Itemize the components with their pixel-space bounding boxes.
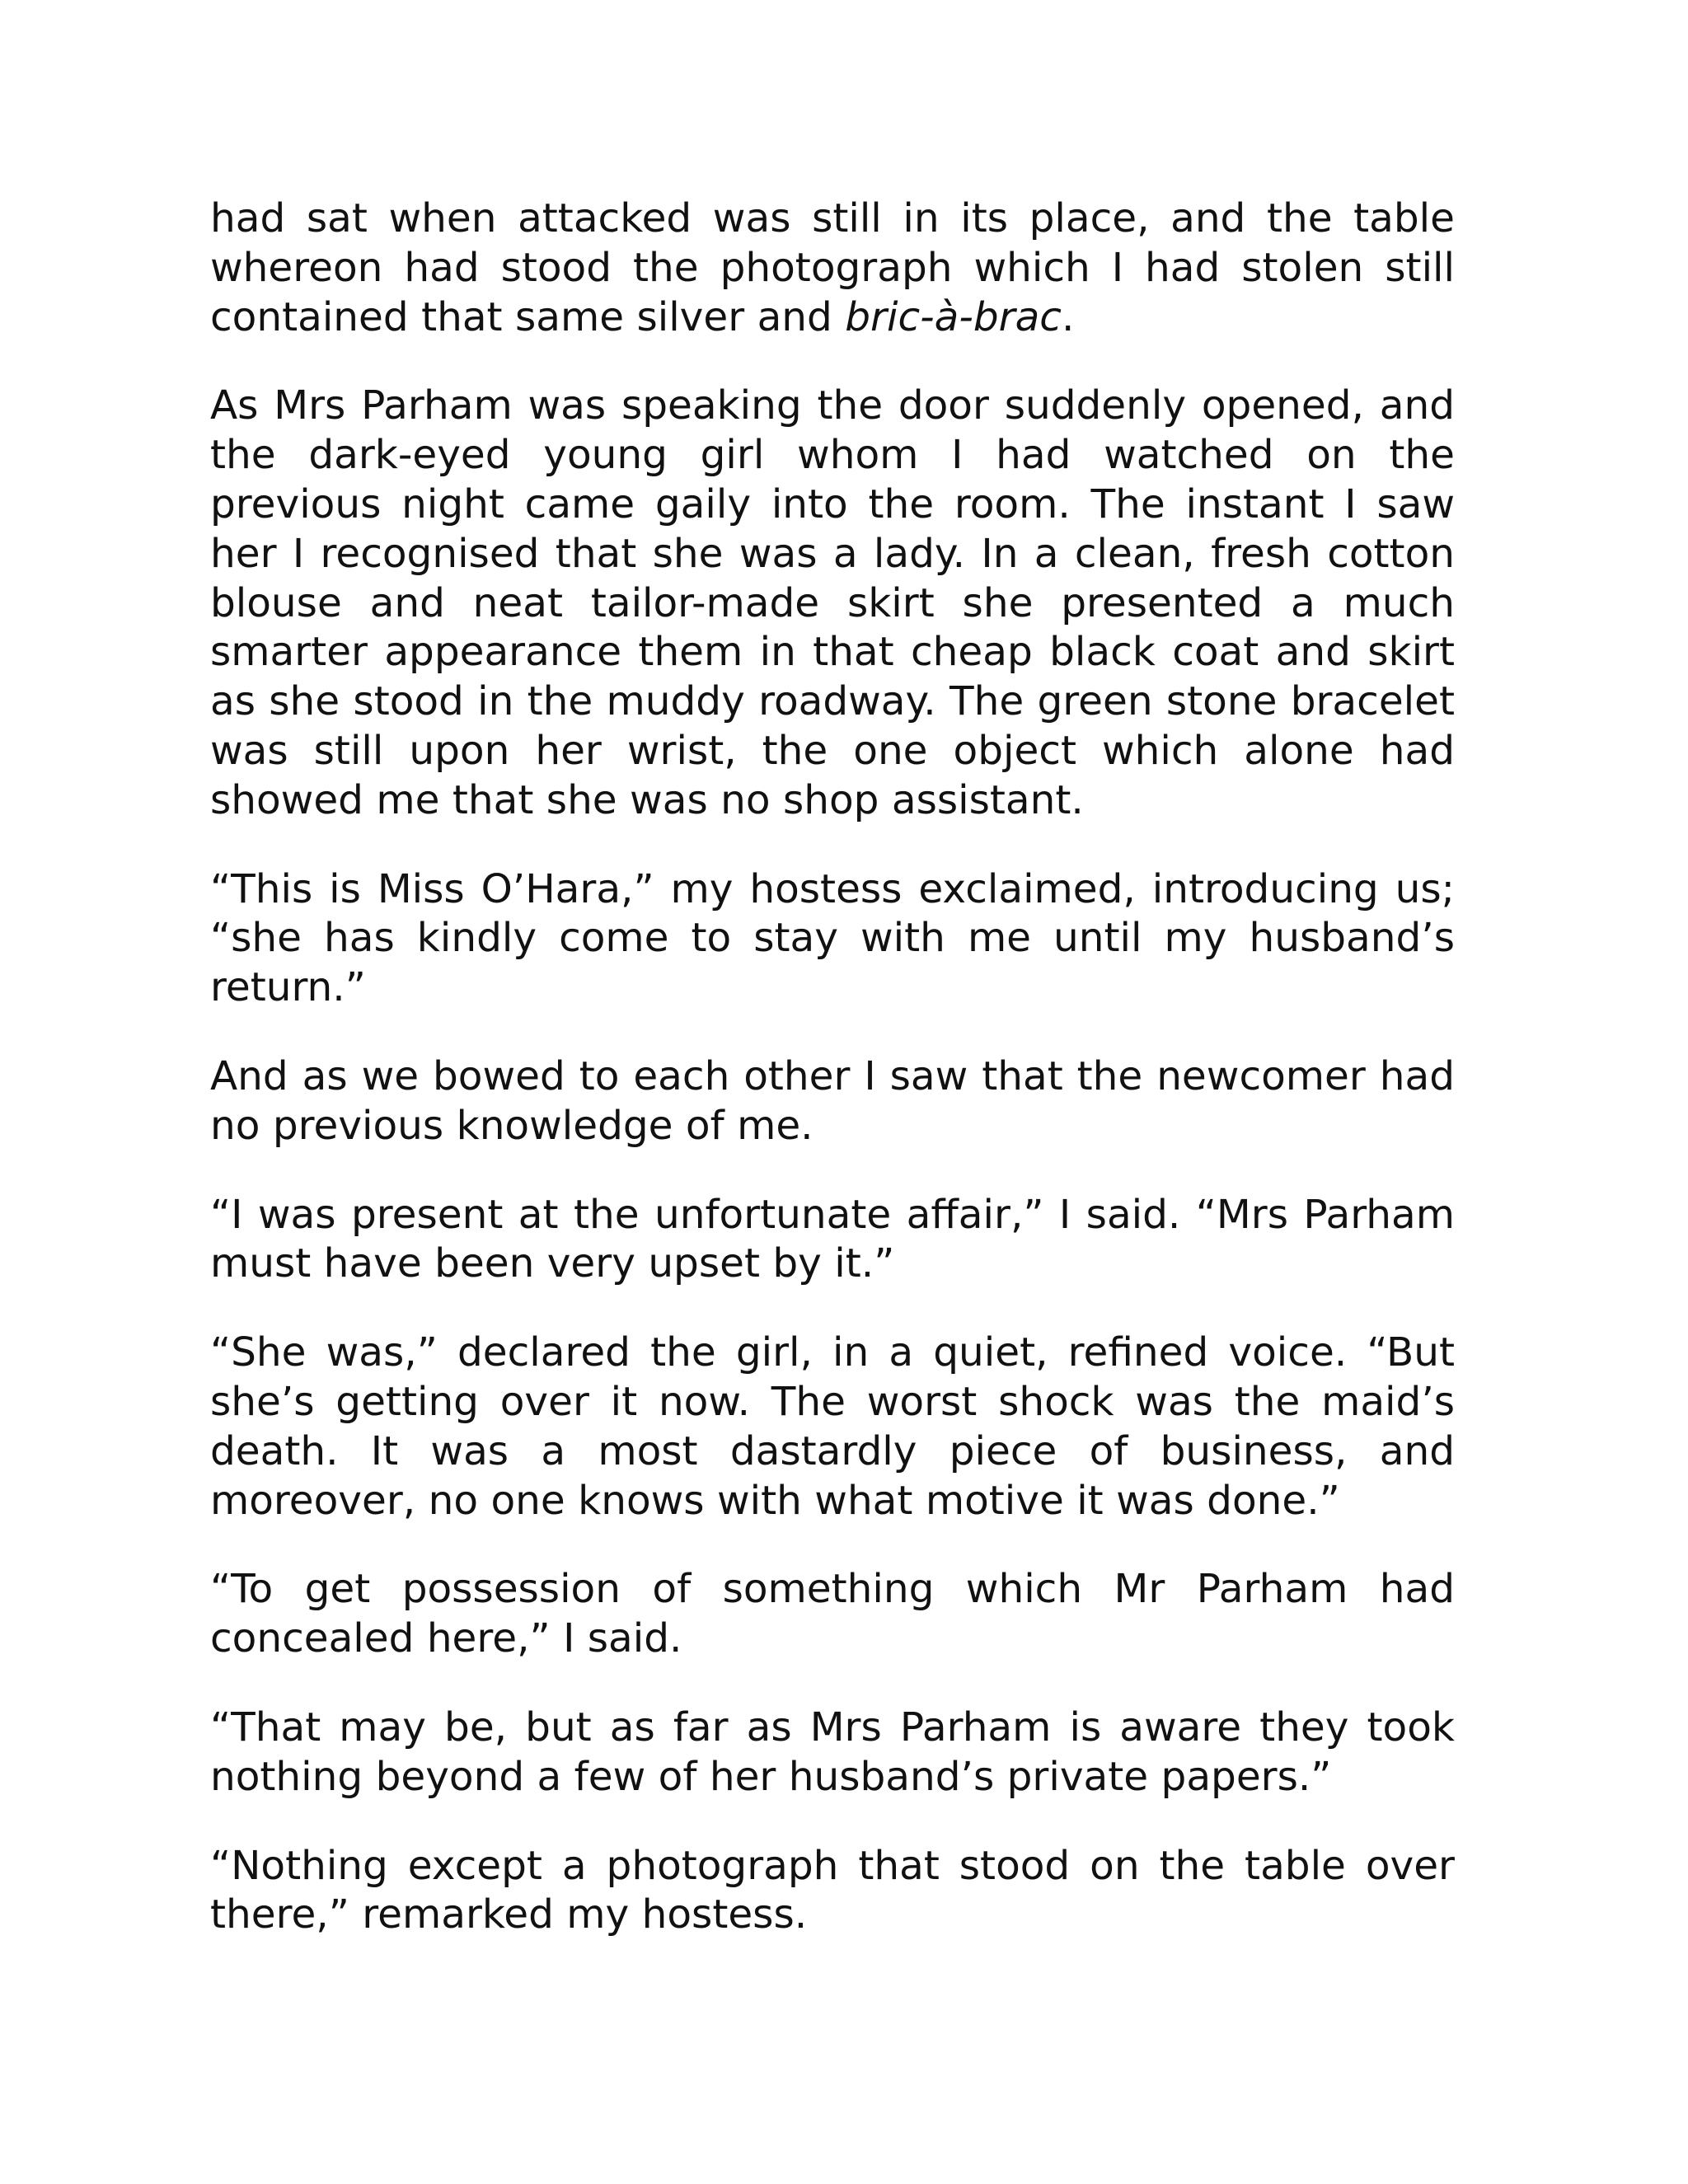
paragraph-8: “That may be, but as far as Mrs Parham is aware they took nothing beyond a few of her husband’s private papers.”: [210, 1704, 1455, 1800]
paragraph-1-end: .: [1061, 293, 1075, 340]
body-text: [210, 194, 1455, 1940]
paragraph-9: “Nothing except a photograph that stood on the table over there,” remarked my hostess.: [210, 1842, 1455, 1938]
paragraph-3: “This is Miss O’Hara,” my hostess exclaimed, introducing us; “she has kindly come to stay with me until my husband’s return.”: [210, 865, 1455, 1011]
paragraph-7: “To get possession of something which Mr Parham had concealed here,” I said.: [210, 1566, 1455, 1662]
paragraph-1: [210, 194, 1455, 342]
paragraph-1-text: had sat when attacked was still in its place, and the table whereon had stood the photograph which I had stolen still contained that same silver and: [210, 195, 1455, 340]
paragraph-6: “She was,” declared the girl, in a quiet, refined voice. “But she’s getting over it now. The worst shock was the maid’s death. It was a most dastardly piece of business, and moreover, no one knows with what motive it was done.”: [210, 1329, 1455, 1524]
paragraph-4: And as we bowed to each other I saw that the newcomer had no previous knowledge of me.: [210, 1052, 1455, 1149]
paragraph-5: “I was present at the unfortunate affair,” I said. “Mrs Parham must have been very upset by it.”: [210, 1191, 1455, 1287]
paragraph-2: As Mrs Parham was speaking the door suddenly opened, and the dark-eyed young girl whom I had watched on the previous night came gaily into the room. The instant I saw her I recognised that she was a lady. In a clean, fresh cotton blouse and neat tailor-made skirt she presented a much smarter appearance them in that cheap black coat and skirt as she stood in the muddy roadway. The green stone bracelet was still upon her wrist, the one object which alone had showed me that she was no shop assistant.: [210, 382, 1455, 823]
paragraph-1-italic-text: bric-à-brac: [845, 293, 1062, 340]
